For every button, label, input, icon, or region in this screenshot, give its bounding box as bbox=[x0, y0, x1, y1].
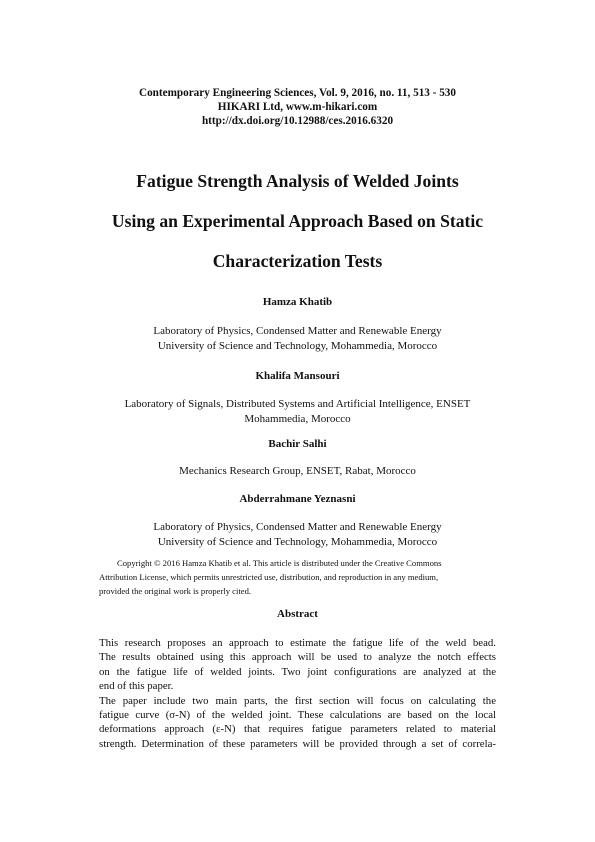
abstract-line: The paper include two main parts, the first section will focus on calculating the bbox=[99, 694, 496, 707]
author-affiliation bbox=[60, 324, 535, 354]
abstract-line: This research proposes an approach to estimate the fatigue life of the weld bead. bbox=[99, 637, 496, 649]
affiliation-line: Laboratory of Signals, Distributed Systems and Artificial Intelligence, ENSET bbox=[124, 398, 471, 410]
author-name: Hamza Khatib bbox=[262, 296, 333, 308]
affiliation-line: University of Science and Technology, Mohammedia, Morocco bbox=[157, 340, 438, 352]
title-line-2: Using an Experimental Approach Based on Static bbox=[111, 211, 484, 231]
copyright-line: Attribution License, which permits unrestricted use, distribution, and reproduction in any medium, bbox=[99, 572, 439, 582]
abstract-heading: Abstract bbox=[277, 608, 318, 620]
title-line-3: Characterization Tests bbox=[212, 251, 383, 271]
copyright-line: provided the original work is properly cited. bbox=[99, 586, 252, 596]
abstract-line: deformations approach (ε-N) that requires fatigue parameters related to material bbox=[99, 723, 496, 736]
abstract-line: on the fatigue life of welded joints. Two joint configurations are analyzed at the bbox=[99, 665, 496, 678]
journal-publisher: HIKARI Ltd, www.m-hikari.com bbox=[217, 101, 378, 113]
journal-citation: Contemporary Engineering Sciences, Vol. 9, 2016, no. 11, 513 - 530 bbox=[139, 87, 456, 99]
affiliation-line: University of Science and Technology, Mohammedia, Morocco bbox=[157, 536, 438, 548]
affiliation-line: Laboratory of Physics, Condensed Matter and Renewable Energy bbox=[153, 325, 442, 337]
paper-title bbox=[40, 171, 555, 291]
abstract-line: end of this paper. bbox=[99, 680, 174, 693]
affiliation-line: Mechanics Research Group, ENSET, Rabat, Morocco bbox=[179, 465, 416, 477]
abstract-body bbox=[99, 636, 496, 751]
journal-doi-link[interactable]: http://dx.doi.org/10.12988/ces.2016.6320 bbox=[201, 115, 394, 127]
author-affiliation bbox=[30, 397, 565, 427]
copyright-line: Copyright © 2016 Hamza Khatib et al. This article is distributed under the Creative Commons bbox=[117, 558, 442, 568]
abstract-line: The results obtained using this approach will be used to analyze the notch effects bbox=[99, 651, 496, 664]
abstract-line: fatigue curve (σ-N) of the welded joint. These calculations are based on the local bbox=[99, 709, 496, 722]
copyright-notice bbox=[99, 556, 496, 598]
author-name: Bachir Salhi bbox=[268, 438, 327, 450]
author-name: Khalifa Mansouri bbox=[255, 370, 340, 382]
author-affiliation bbox=[60, 464, 535, 479]
affiliation-line: Mohammedia, Morocco bbox=[244, 413, 351, 425]
title-line-1: Fatigue Strength Analysis of Welded Joints bbox=[136, 171, 459, 191]
author-name: Abderrahmane Yeznasni bbox=[239, 493, 356, 505]
abstract-line: strength. Determination of these parameters will be provided through a set of correla- bbox=[99, 737, 496, 750]
journal-header bbox=[0, 86, 595, 128]
author-affiliation bbox=[60, 520, 535, 550]
affiliation-line: Laboratory of Physics, Condensed Matter and Renewable Energy bbox=[153, 521, 442, 533]
